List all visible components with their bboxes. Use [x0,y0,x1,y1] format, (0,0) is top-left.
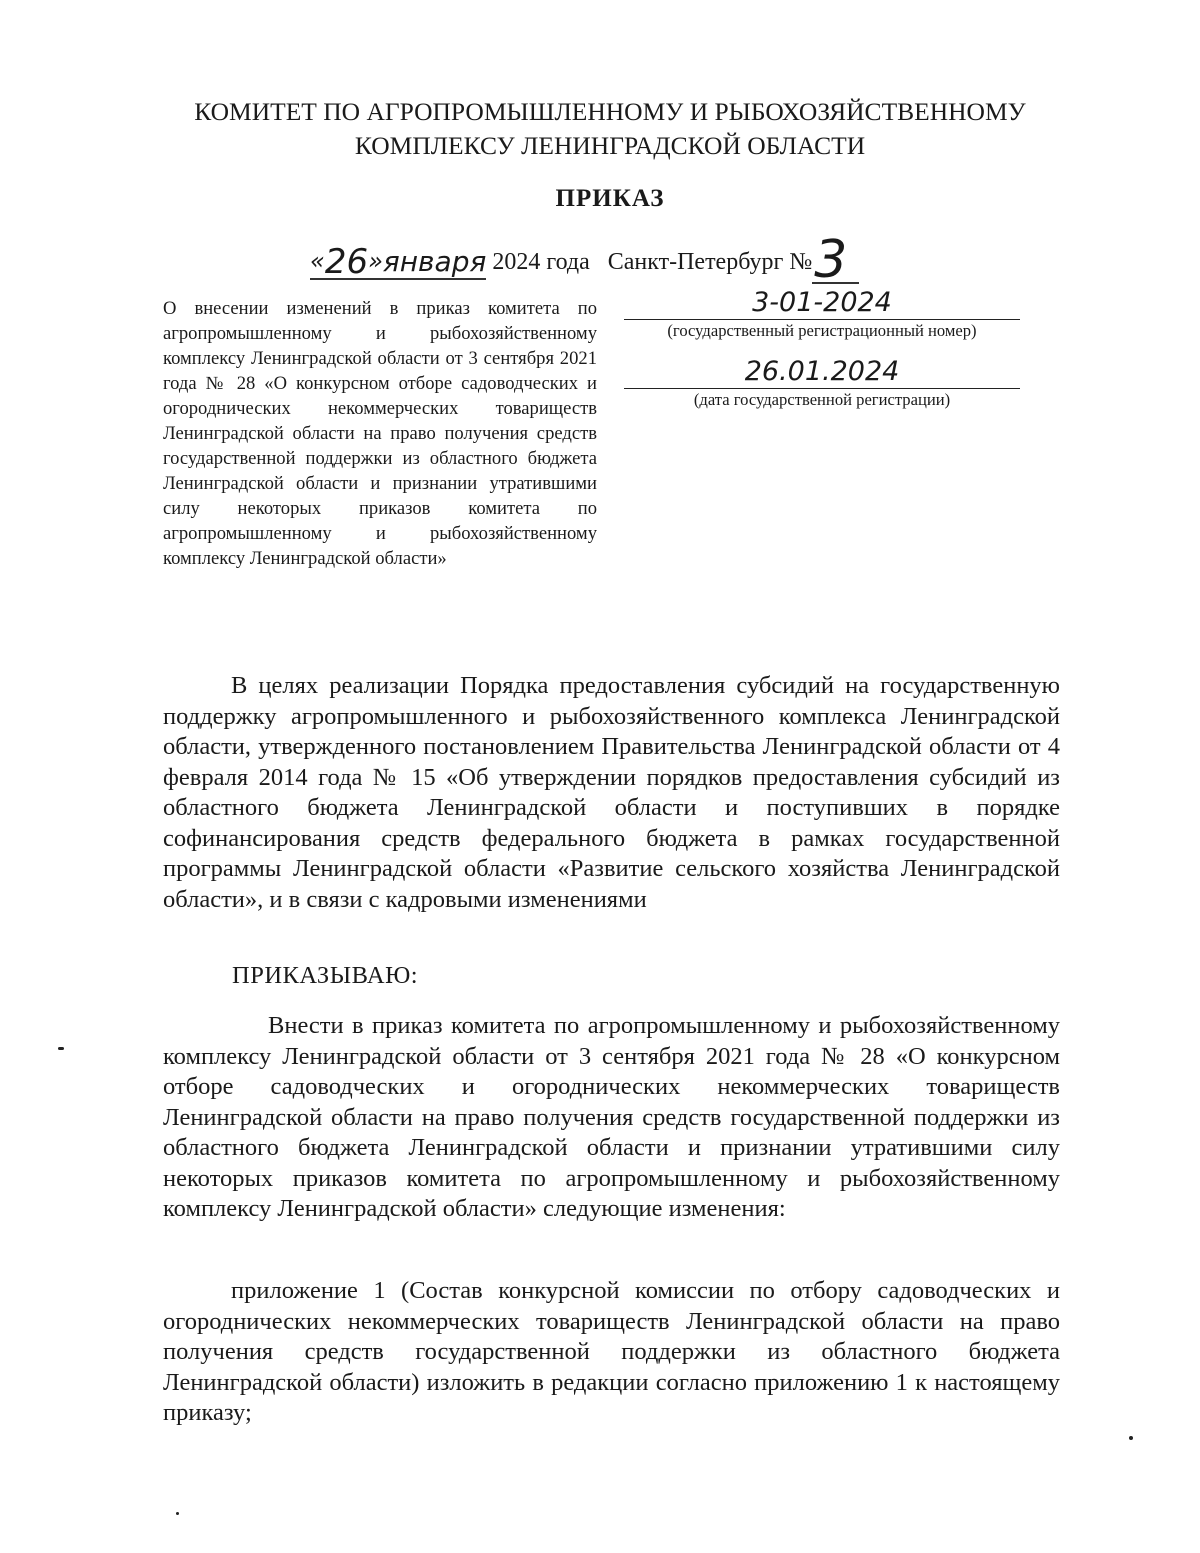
scan-speck [1129,1436,1133,1440]
year-text: 2024 года [486,249,590,275]
handwritten-month: января [382,245,487,278]
date-line [310,222,859,290]
handwritten-date [310,238,486,280]
scan-speck [176,1512,179,1515]
quote-open: « [310,247,325,275]
clause-main-paragraph: Внести в приказ комитета по агропромышленному и рыбохозяйственному комплексу Ленинградской области от 3 сентября 2021 года № 28 «О конкурсном отборе садоводческих и огороднических некоммерческих товариществ Ленинградской области на право получения средств государственной поддержки из областного бюджета Ленинградской области и признании утратившими силу некоторых приказов комитета по агропромышленному и рыбохозяйственному комплексу Ленинградской области» следующие изменения: [163,1012,1060,1222]
subject-block: О внесении изменений в приказ комитета по агропромышленному и рыбохозяйственному комплексу Ленинградской области от 3 сентября 2021 года № 28 «О конкурсном отборе садоводческих и огороднических некоммерческих товариществ Ленинградской области на право получения средств государственной поддержки из областного бюджета Ленинградской области и признании утратившими силу некоторых приказов комитета по агропромышленному и рыбохозяйственному комплексу Ленинградской области» [163,298,597,569]
clause-appendix-paragraph: приложение 1 (Состав конкурсной комиссии по отбору садоводческих и огороднических некоммерческих товариществ Ленинградской области на право получения средств государственной поддержки из областного бюджета Ленинградской области) изложить в редакции согласно приложению 1 к настоящему приказу; [163,1277,1060,1426]
registration-date-value: 26.01.2024 [624,354,1020,389]
order-word: ПРИКАЗЫВАЮ: [232,962,419,989]
scan-speck [58,1047,64,1050]
document-title: ПРИКАЗ [555,185,665,212]
preamble-paragraph: В целях реализации Порядка предоставления субсидий на государственную поддержку агропромышленного и рыбохозяйственного комплекса Ленинградской области, утвержденного постановлением Правительства Ленинградской области от 4 февраля 2014 года № 15 «Об утверждении порядков предоставления субсидий из областного бюджета Ленинградской области и поступивших в порядке софинансирования средств федерального бюджета в рамках государственной программы Ленинградской области «Развитие сельского хозяйства Ленинградской области», и в связи с кадровыми изменениями [163,672,1060,913]
registration-date-caption: (дата государственной регистрации) [693,390,951,409]
header-line-1: КОМИТЕТ ПО АГРОПРОМЫШЛЕННОМУ И РЫБОХОЗЯЙСТВЕННОМУ [194,97,1026,126]
committee-header [150,95,1070,163]
registration-block [624,285,1020,411]
registration-number-caption: (государственный регистрационный номер) [667,321,977,340]
header-line-2: КОМПЛЕКСУ ЛЕНИНГРАДСКОЙ ОБЛАСТИ [354,131,866,160]
city-text: Санкт-Петербург № [607,249,813,275]
order-number-field [812,222,859,290]
quote-close: » [368,247,383,275]
handwritten-day: 26 [324,242,369,282]
handwritten-order-number: 3 [814,230,848,290]
registration-number-value: 3-01-2024 [624,285,1020,320]
